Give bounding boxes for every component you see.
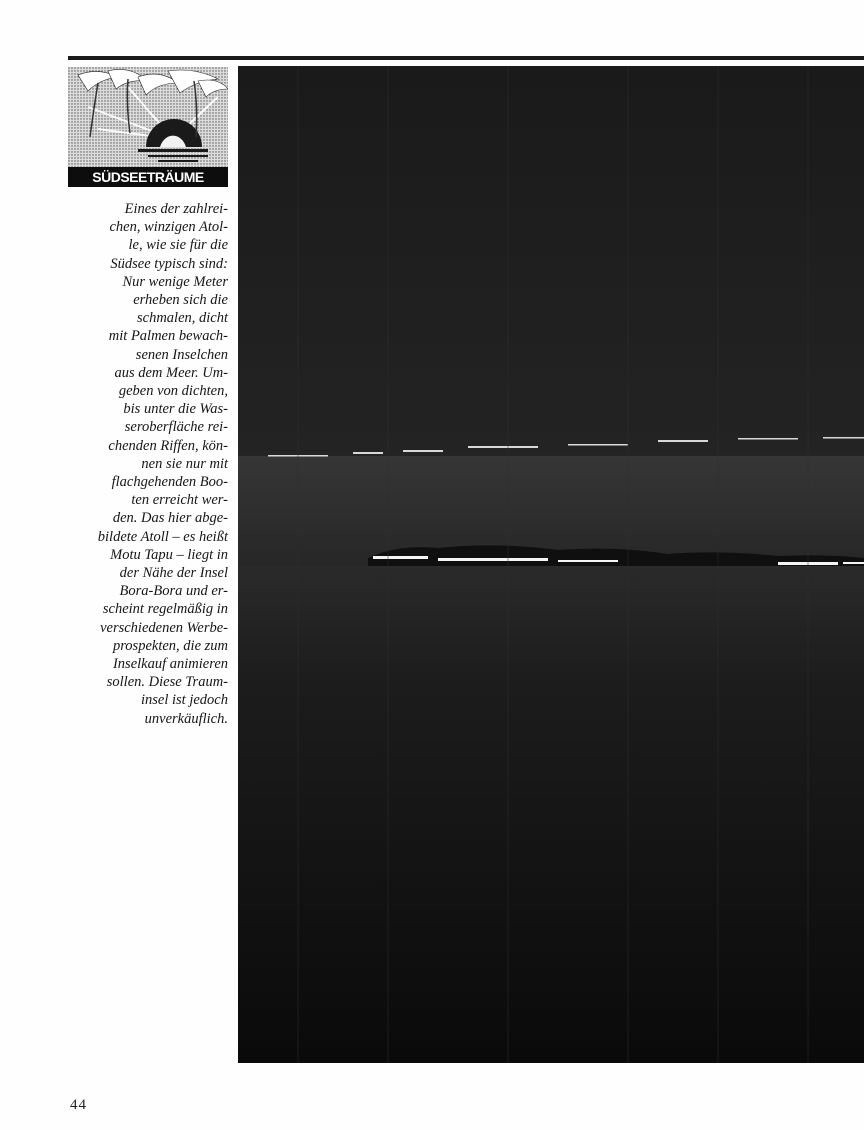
caption-line: bis unter die Was- — [123, 401, 228, 418]
caption-line: prospekten, die zum — [112, 637, 228, 654]
suedseetraeume-logo — [68, 67, 228, 187]
caption-line: den. Das hier abge- — [112, 510, 228, 527]
caption-line: chen, winzigen Atol- — [109, 219, 228, 236]
caption-line: flachgehenden Boo- — [111, 474, 228, 491]
caption-line: verschiedenen Werbe- — [100, 619, 228, 636]
caption-line: bildete Atoll – es heißt — [97, 528, 228, 545]
palm-sunset-icon — [68, 67, 228, 167]
caption-line: Motu Tapu – liegt in — [110, 546, 228, 563]
caption-line: seroberfläche rei- — [124, 419, 228, 436]
caption-line: Südsee typisch sind: — [110, 255, 228, 272]
atoll-photo-image — [238, 66, 864, 1063]
photo-caption — [60, 200, 228, 728]
caption-line: chenden Riffen, kön- — [108, 437, 228, 454]
caption-line: scheint regelmäßig in — [102, 601, 228, 618]
caption-line: insel ist jedoch — [141, 692, 228, 709]
caption-line: unverkäuflich. — [144, 710, 228, 727]
top-rule — [68, 56, 864, 60]
logo-label: SÜDSEETRÄUME — [68, 167, 228, 187]
page-number: 44 — [70, 1097, 87, 1113]
caption-line: senen Inselchen — [135, 346, 228, 363]
caption-line: mit Palmen bewach- — [108, 328, 228, 345]
caption-line: Inselkauf animieren — [112, 656, 228, 673]
caption-line: sollen. Diese Traum- — [106, 674, 228, 691]
caption-line: Nur wenige Meter — [122, 273, 228, 290]
caption-line: der Nähe der Insel — [119, 565, 228, 582]
caption-line: Bora-Bora und er- — [119, 583, 228, 600]
caption-line: Eines der zahlrei- — [124, 201, 228, 217]
caption-line: le, wie sie für die — [128, 237, 228, 254]
caption-line: geben von dichten, — [118, 383, 228, 400]
caption-line: schmalen, dicht — [136, 310, 228, 327]
caption-line: ten erreicht wer- — [131, 492, 228, 509]
caption-line: aus dem Meer. Um- — [114, 364, 228, 381]
caption-line: nen sie nur mit — [141, 455, 228, 472]
atoll-photo — [238, 66, 864, 1063]
caption-line: erheben sich die — [133, 292, 228, 309]
